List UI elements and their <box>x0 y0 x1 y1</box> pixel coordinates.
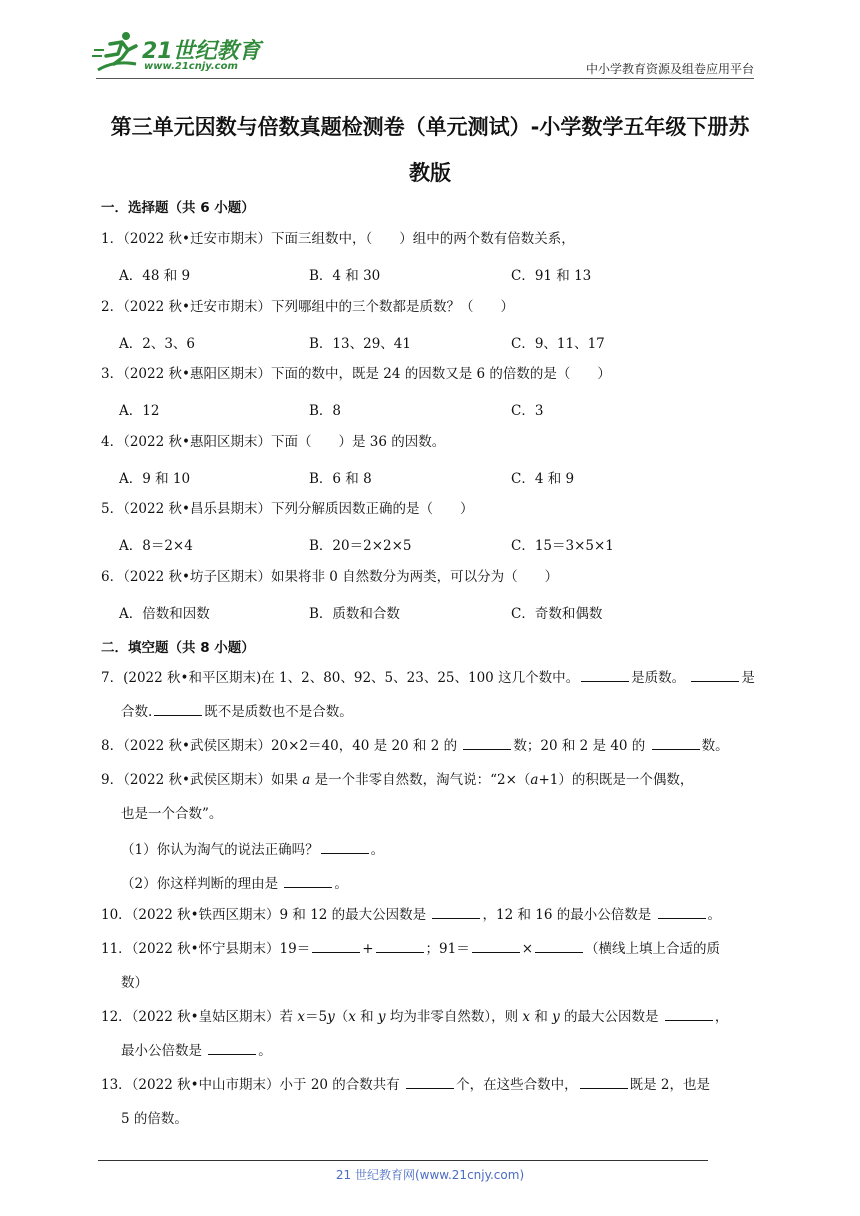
q12-text-9: 最小公倍数是 <box>121 1043 207 1059</box>
answer-blank[interactable] <box>376 940 424 953</box>
header-divider <box>96 78 754 79</box>
platform-name: 中小学教育资源及组卷应用平台 <box>585 62 754 76</box>
q7-text-4: 合数. <box>121 704 153 720</box>
question-11 <box>101 932 763 1000</box>
question-12 <box>101 1000 763 1068</box>
q12-text-1: 12．（2022 秋•皇姑区期末）若 <box>101 1009 298 1025</box>
answer-blank[interactable] <box>154 703 202 716</box>
q7-text-5: 既不是质数也不是合数。 <box>204 704 353 720</box>
options-1 <box>119 264 759 284</box>
runner-logo-icon <box>92 30 144 76</box>
option-c: C．91 和 13 <box>511 268 592 284</box>
answer-blank[interactable] <box>691 669 739 682</box>
q10-text-1: 10．（2022 秋•铁西区期末）9 和 12 的最大公因数是 <box>101 907 431 923</box>
question-4: 4．（2022 秋•惠阳区期末）下面（ ）是 36 的因数。 <box>101 434 446 450</box>
answer-blank[interactable] <box>658 906 706 919</box>
q9-subquestion-1 <box>121 838 384 858</box>
answer-blank[interactable] <box>406 1076 454 1089</box>
q13-text-2: 个，在这些合数中， <box>456 1077 578 1093</box>
option-b: B．6 和 8 <box>309 471 372 487</box>
question-1: 1．（2022 秋•迁安市期末）下面三组数中，（ ）组中的两个数有倍数关系， <box>101 231 575 247</box>
q12-variable-y: y <box>327 1009 335 1025</box>
q8-text-3: 数。 <box>701 738 729 754</box>
q9-sub1-end: 。 <box>370 842 385 858</box>
answer-blank[interactable] <box>581 669 629 682</box>
q12-text-10: 。 <box>258 1043 272 1059</box>
q9-text-3: +1）的积既是一个偶数， <box>538 772 694 788</box>
q9-text-1: 9．（2022 秋•武侯区期末）如果 <box>101 772 303 788</box>
q12-variable-x: x <box>348 1009 356 1025</box>
q11-text-3: ；91＝ <box>425 941 470 957</box>
q12-text-8: ， <box>714 1009 729 1025</box>
question-6: 6．（2022 秋•坊子区期末）如果将非 0 自然数分为两类，可以分为（ ） <box>101 569 559 585</box>
title-line-1: 第三单元因数与倍数真题检测卷（单元测试）-小学数学五年级下册苏 <box>110 115 750 139</box>
question-13 <box>101 1068 763 1136</box>
section-heading-choice: 一．选择题（共 6 小题） <box>101 200 255 216</box>
options-2 <box>119 332 759 352</box>
section-heading-fill: 二．填空题（共 8 小题） <box>101 640 255 656</box>
q9-text-4: 也是一个合数”。 <box>121 806 223 822</box>
q12-variable-y: y <box>377 1009 386 1025</box>
question-10 <box>101 898 763 932</box>
answer-blank[interactable] <box>472 940 520 953</box>
option-b: B．4 和 30 <box>309 268 381 284</box>
q9-sub1-text: （1）你认为淘气的说法正确吗？ <box>121 842 319 858</box>
answer-blank[interactable] <box>432 906 480 919</box>
answer-blank[interactable] <box>463 737 511 750</box>
footer-text: 21 世纪教育网(www.21cnjy.com) <box>335 1168 525 1182</box>
option-b: B．13、29、41 <box>309 336 411 352</box>
q12-text-4: 和 <box>355 1009 378 1025</box>
q13-text-3: 既是 2，也是 <box>629 1077 710 1093</box>
answer-blank[interactable] <box>535 940 583 953</box>
q9-text-2: 是一个非零自然数，淘气说：“2×（ <box>310 772 531 788</box>
q9-sub2-end: 。 <box>334 876 348 892</box>
q13-text-1: 13．（2022 秋•中山市期末）小于 20 的合数共有 <box>101 1077 405 1093</box>
q11-text-6: 数） <box>121 975 148 991</box>
options-4 <box>119 467 759 487</box>
q9-sub2-text: （2）你这样判断的理由是 <box>121 876 283 892</box>
option-c: C．3 <box>511 403 544 419</box>
q10-text-2: ，12 和 16 的最小公倍数是 <box>482 907 656 923</box>
q12-text-5: 均为非零自然数），则 <box>385 1009 523 1025</box>
answer-blank[interactable] <box>665 1008 713 1021</box>
q11-text-1: 11．（2022 秋•怀宁县期末）19＝ <box>101 941 311 957</box>
answer-blank[interactable] <box>652 737 700 750</box>
question-8 <box>101 729 763 763</box>
q11-text-4: × <box>521 941 534 957</box>
options-5 <box>119 534 759 554</box>
q12-variable-y: y <box>552 1009 560 1025</box>
q8-text-1: 8．（2022 秋•武侯区期末）20×2＝40，40 是 20 和 2 的 <box>101 738 462 754</box>
question-5: 5．（2022 秋•昌乐县期末）下列分解质因数正确的是（ ） <box>101 501 474 517</box>
answer-blank[interactable] <box>321 841 369 854</box>
answer-blank[interactable] <box>312 940 360 953</box>
q12-variable-x: x <box>522 1009 531 1025</box>
q12-variable-x: x <box>297 1009 305 1025</box>
q12-text-3: （ <box>334 1009 349 1025</box>
option-b: B．质数和合数 <box>309 606 400 622</box>
options-6 <box>119 602 759 622</box>
q7-text-1: 7．(2022 秋•和平区期末)在 1、2、80、92、5、23、25、100 这几个数中。 <box>101 670 580 686</box>
option-a: A．8＝2×4 <box>119 538 193 554</box>
q12-text-7: 的最大公因数是 <box>559 1009 663 1025</box>
q12-text-6: 和 <box>530 1009 553 1025</box>
q9-variable-a: a <box>302 772 311 788</box>
q10-text-3: 。 <box>707 907 722 923</box>
option-a: A．9 和 10 <box>119 471 191 487</box>
answer-blank[interactable] <box>284 875 332 888</box>
q8-text-2: 数；20 和 2 是 40 的 <box>513 738 650 754</box>
q7-text-3: 是 <box>741 670 755 686</box>
option-c: C．奇数和偶数 <box>511 606 603 622</box>
option-c: C．15＝3×5×1 <box>511 538 614 554</box>
q13-text-4: 5 的倍数。 <box>121 1111 188 1127</box>
q11-text-2: + <box>362 941 374 957</box>
q9-subquestion-2 <box>121 872 348 892</box>
footer-divider <box>98 1160 708 1161</box>
title-line-2: 教版 <box>409 161 451 185</box>
option-a: A．48 和 9 <box>119 268 191 284</box>
site-logo <box>92 30 262 80</box>
option-b: B．20＝2×2×5 <box>309 538 412 554</box>
answer-blank[interactable] <box>208 1042 256 1055</box>
option-a: A．12 <box>119 403 160 419</box>
option-b: B．8 <box>309 403 342 419</box>
question-2: 2．（2022 秋•迁安市期末）下列哪组中的三个数都是质数？（ ） <box>101 299 514 315</box>
option-a: A．倍数和因数 <box>119 606 210 622</box>
question-7 <box>101 661 763 729</box>
logo-text: 21世纪教育 <box>142 39 261 64</box>
q11-text-5: （横线上填上合适的质 <box>585 941 721 957</box>
option-a: A．2、3、6 <box>119 336 196 352</box>
q12-text-2: ＝5 <box>304 1009 328 1025</box>
question-3: 3．（2022 秋•惠阳区期末）下面的数中，既是 24 的因数又是 6 的倍数的是（ ） <box>101 366 611 382</box>
option-c: C．9、11、17 <box>511 336 605 352</box>
question-9 <box>101 763 763 831</box>
q7-text-2: 是质数。 <box>631 670 686 686</box>
q9-variable-a: a <box>530 772 539 788</box>
answer-blank[interactable] <box>580 1076 628 1089</box>
logo-url: www.21cnjy.com <box>144 61 238 72</box>
option-c: C．4 和 9 <box>511 471 575 487</box>
page-title <box>100 104 760 196</box>
options-3 <box>119 399 759 419</box>
